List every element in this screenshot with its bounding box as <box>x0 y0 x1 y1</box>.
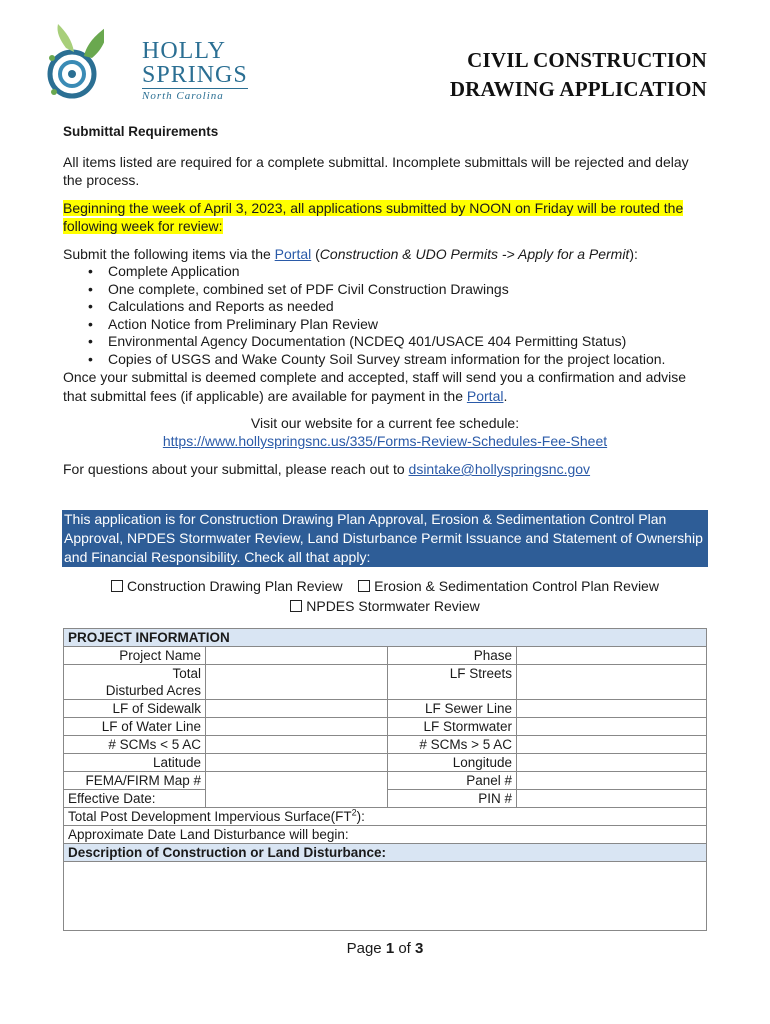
checkbox-row-2 <box>62 598 708 614</box>
submittal-heading: Submittal Requirements <box>63 124 219 139</box>
page-word: Page <box>346 940 382 957</box>
application-type-banner: This application is for Construction Drawing Plan Approval, Erosion & Sedimentation Control Plan Approval, NPDES Stormwater Review, Land Disturbance Permit Issuance and Statement of Ownership and Financial Responsibility. Check all that apply: <box>62 510 708 567</box>
confirmation-end: . <box>503 388 508 404</box>
field-disturbed-acres[interactable] <box>206 665 388 700</box>
project-info-heading: PROJECT INFORMATION <box>64 629 707 647</box>
label-effective-date: Effective Date: <box>64 790 206 808</box>
field-lf-stormwater[interactable] <box>517 718 707 736</box>
impervious-label-end: ): <box>356 809 365 824</box>
page-total: 3 <box>415 940 424 957</box>
label-phase: Phase <box>388 647 517 665</box>
label-pin: PIN # <box>388 790 517 808</box>
label-disturbed-acres: Disturbed Acres <box>64 682 206 700</box>
label-panel: Panel # <box>388 772 517 790</box>
required-items-list <box>63 263 707 368</box>
field-phase[interactable] <box>517 647 707 665</box>
checkbox-icon[interactable] <box>290 600 302 612</box>
option-construction-drawing[interactable] <box>111 578 343 594</box>
impervious-superscript: 2 <box>351 807 357 818</box>
page-number: 1 <box>385 940 395 957</box>
label-lf-sidewalk: LF of Sidewalk <box>64 700 206 718</box>
description-field[interactable] <box>64 862 707 931</box>
field-scms-under-5[interactable] <box>206 736 388 754</box>
checkbox-row-1 <box>62 578 708 594</box>
of-word: of <box>398 940 411 957</box>
website-line: Visit our website for a current fee schedule: <box>250 415 520 431</box>
checkbox-icon[interactable] <box>111 580 123 592</box>
fee-schedule-link[interactable]: https://www.hollyspringsnc.us/335/Forms-Review-Schedules-Fee-Sheet <box>162 433 608 449</box>
field-lf-streets[interactable] <box>517 665 707 700</box>
label-lf-water: LF of Water Line <box>64 718 206 736</box>
field-latitude[interactable] <box>206 754 388 772</box>
label-scms-over-5: # SCMs > 5 AC <box>388 736 517 754</box>
project-information-table <box>63 628 707 931</box>
title-line-2: DRAWING APPLICATION <box>449 77 707 101</box>
title-line-1: CIVIL CONSTRUCTION <box>467 48 707 72</box>
logo-line-state: North Carolina <box>142 90 224 102</box>
list-item: • Environmental Agency Documentation (NCDEQ 401/USACE 404 Permitting Status) <box>108 333 707 351</box>
email-link[interactable]: dsintake@hollyspringsnc.gov <box>408 461 591 477</box>
field-lf-water[interactable] <box>206 718 388 736</box>
portal-text: Submit the following items via the <box>63 246 275 262</box>
label-project-name: Project Name <box>64 647 206 665</box>
label-lf-streets: LF Streets <box>388 665 517 700</box>
logo-divider <box>142 88 248 89</box>
field-pin[interactable] <box>517 790 707 808</box>
field-project-name[interactable] <box>206 647 388 665</box>
impervious-surface-field[interactable] <box>64 808 707 826</box>
field-longitude[interactable] <box>517 754 707 772</box>
page-footer <box>0 940 770 957</box>
portal-link-2[interactable]: Portal <box>466 388 504 404</box>
confirmation-body: Once your submittal is deemed complete and accepted, staff will send you a confirmation and advise that submittal fees (if applicable) are available for payment in the <box>63 369 687 404</box>
impervious-label: Total Post Development Impervious Surface(FT <box>68 809 352 824</box>
list-item: • Copies of USGS and Wake County Soil Survey stream information for the project location. <box>108 351 707 369</box>
approx-date-field[interactable]: Approximate Date Land Disturbance will begin: <box>64 826 707 844</box>
portal-text-2: ( <box>311 246 320 262</box>
label-fema-map: FEMA/FIRM Map # <box>64 772 206 790</box>
option-npdes[interactable] <box>290 598 480 614</box>
holly-springs-logo <box>44 18 254 108</box>
label-lf-stormwater: LF Stormwater <box>388 718 517 736</box>
list-item: • Complete Application <box>108 263 707 281</box>
logo-line-springs: SPRINGS <box>142 62 248 88</box>
review-schedule-notice: Beginning the week of April 3, 2023, all applications submitted by NOON on Friday will be routed the following week for review: <box>63 200 684 234</box>
submittal-section <box>63 123 707 478</box>
page-title <box>450 46 707 104</box>
portal-instructions <box>63 245 707 263</box>
field-panel[interactable] <box>517 772 707 790</box>
label-total: Total <box>64 665 206 683</box>
option-label: NPDES Stormwater Review <box>306 598 480 614</box>
option-erosion-control[interactable] <box>358 578 659 594</box>
list-item: • Calculations and Reports as needed <box>108 298 707 316</box>
confirmation-text <box>63 368 707 406</box>
description-heading: Description of Construction or Land Disturbance: <box>64 844 707 862</box>
questions-text: For questions about your submittal, please reach out to <box>63 461 409 477</box>
checkbox-icon[interactable] <box>358 580 370 592</box>
submittal-intro: All items listed are required for a complete submittal. Incomplete submittals will be rejected and delay the process. <box>63 154 689 188</box>
field-lf-sidewalk[interactable] <box>206 700 388 718</box>
portal-text-end: ): <box>629 246 638 262</box>
field-scms-over-5[interactable] <box>517 736 707 754</box>
portal-link[interactable]: Portal <box>274 246 312 262</box>
portal-path: Construction & UDO Permits -> Apply for a Permit <box>319 246 630 262</box>
logo-line-holly: HOLLY <box>142 38 226 64</box>
label-scms-under-5: # SCMs < 5 AC <box>64 736 206 754</box>
option-label: Construction Drawing Plan Review <box>127 578 343 594</box>
label-latitude: Latitude <box>64 754 206 772</box>
field-lf-sewer[interactable] <box>517 700 707 718</box>
option-label: Erosion & Sedimentation Control Plan Review <box>374 578 659 594</box>
list-item: • Action Notice from Preliminary Plan Review <box>108 316 707 334</box>
questions-line <box>63 460 707 478</box>
label-lf-sewer: LF Sewer Line <box>388 700 517 718</box>
field-fema-map[interactable] <box>206 772 388 808</box>
holly-leaf-icon <box>44 18 104 108</box>
label-longitude: Longitude <box>388 754 517 772</box>
list-item: • One complete, combined set of PDF Civil Construction Drawings <box>108 281 707 299</box>
